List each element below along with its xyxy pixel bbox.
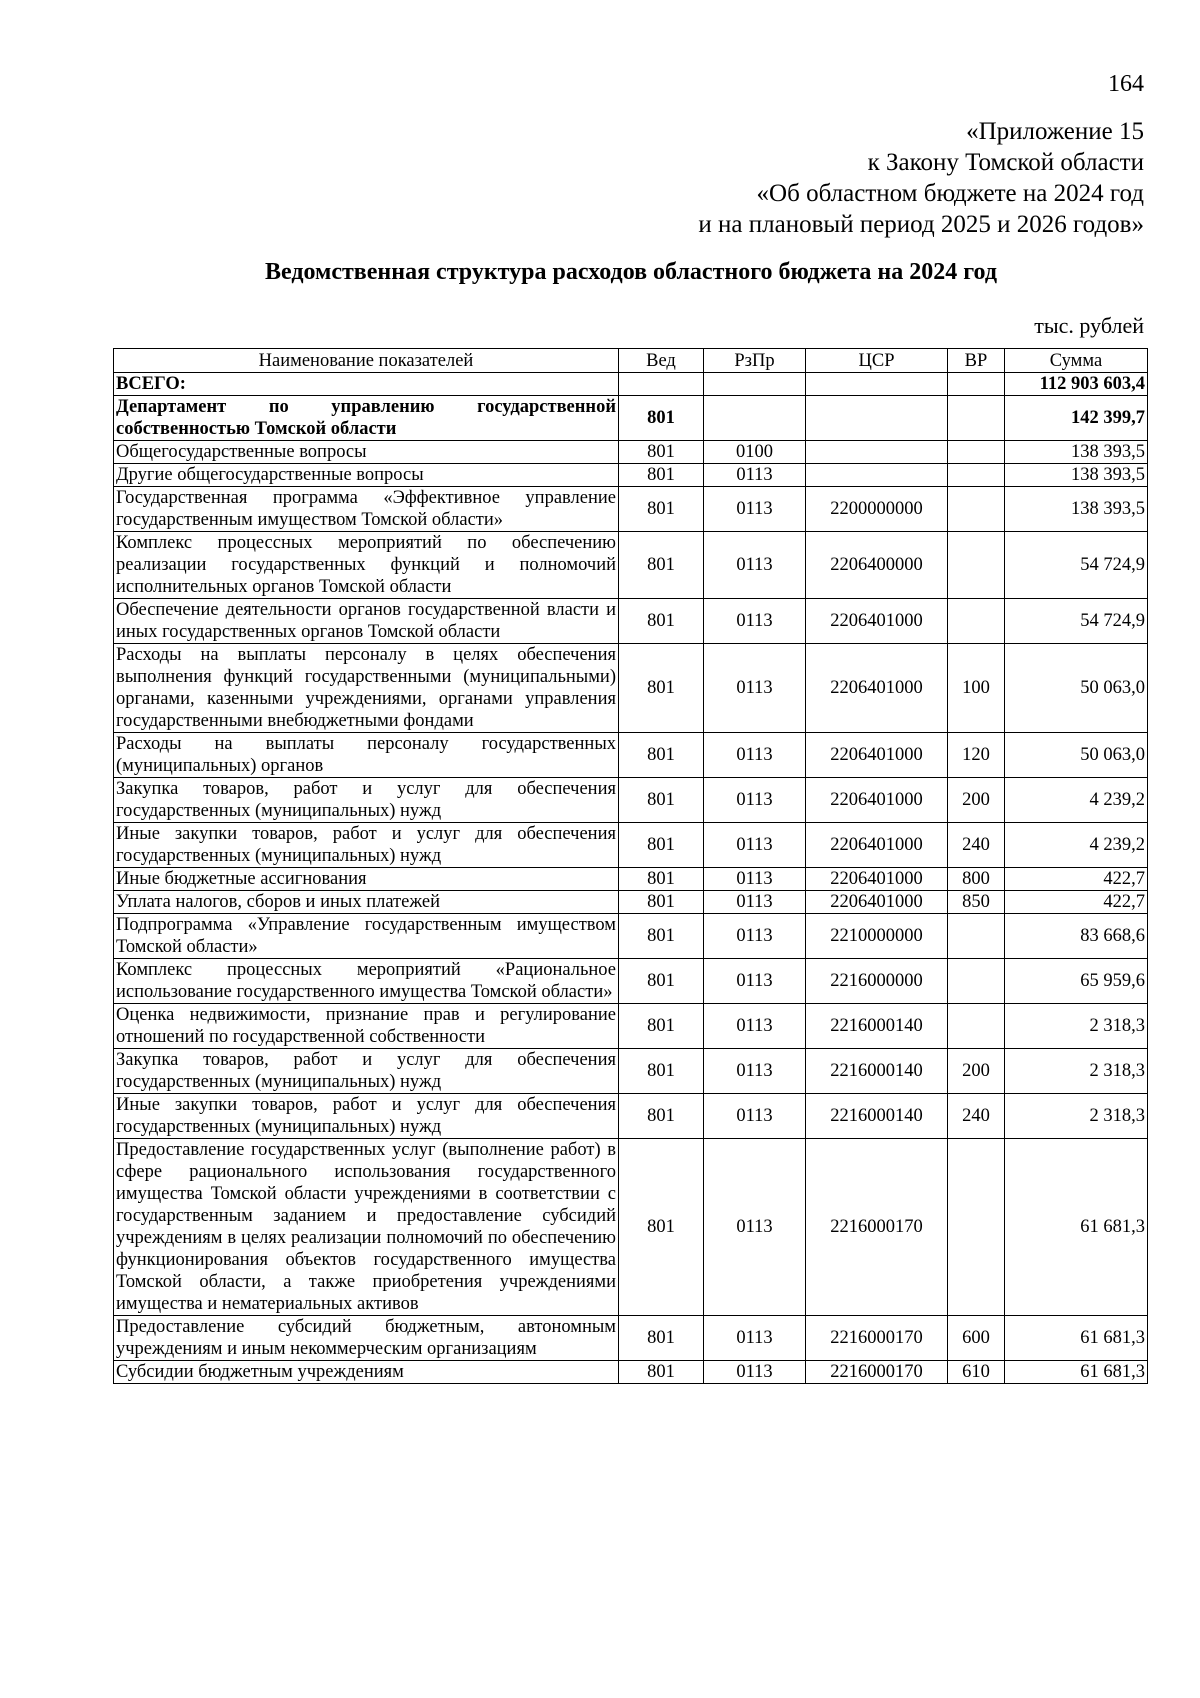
cell-sum: 2 318,3 — [1005, 1094, 1148, 1139]
cell-rzpr: 0113 — [704, 823, 806, 868]
cell-ved: 801 — [619, 396, 704, 441]
cell-name: Комплекс процессных мероприятий по обеспечению реализации государственных функций и полномочий исполнительных органов Томской области — [114, 532, 619, 599]
cell-csr — [806, 373, 948, 396]
cell-vr: 200 — [948, 1049, 1005, 1094]
cell-ved: 801 — [619, 778, 704, 823]
cell-ved: 801 — [619, 1049, 704, 1094]
cell-name: Обеспечение деятельности органов государственной власти и иных государственных органов Томской области — [114, 599, 619, 644]
cell-csr: 2206401000 — [806, 891, 948, 914]
cell-vr: 800 — [948, 868, 1005, 891]
cell-ved: 801 — [619, 487, 704, 532]
cell-name: Другие общегосударственные вопросы — [114, 464, 619, 487]
table-row — [114, 891, 1148, 914]
cell-ved: 801 — [619, 1094, 704, 1139]
header-name: Наименование показателей — [114, 349, 619, 373]
appendix-line: «Об областном бюджете на 2024 год — [756, 180, 1144, 207]
cell-csr: 2216000140 — [806, 1049, 948, 1094]
header-sum: Сумма — [1005, 349, 1148, 373]
cell-vr: 120 — [948, 733, 1005, 778]
cell-sum: 2 318,3 — [1005, 1004, 1148, 1049]
cell-sum: 138 393,5 — [1005, 464, 1148, 487]
cell-ved: 801 — [619, 733, 704, 778]
document-title: Ведомственная структура расходов областного бюджета на 2024 год — [264, 259, 997, 285]
appendix-header — [698, 116, 1144, 240]
cell-sum: 83 668,6 — [1005, 914, 1148, 959]
cell-vr — [948, 464, 1005, 487]
cell-csr: 2206401000 — [806, 868, 948, 891]
header-vr: ВР — [948, 349, 1005, 373]
table-row — [114, 1004, 1148, 1049]
cell-name: Закупка товаров, работ и услуг для обеспечения государственных (муниципальных) нужд — [114, 778, 619, 823]
cell-rzpr: 0113 — [704, 778, 806, 823]
header-rzpr: РзПр — [704, 349, 806, 373]
cell-sum: 61 681,3 — [1005, 1361, 1148, 1384]
cell-sum: 50 063,0 — [1005, 733, 1148, 778]
table-row — [114, 914, 1148, 959]
cell-vr — [948, 599, 1005, 644]
cell-csr: 2216000170 — [806, 1139, 948, 1316]
table-row — [114, 868, 1148, 891]
cell-rzpr: 0113 — [704, 1316, 806, 1361]
cell-csr: 2206401000 — [806, 778, 948, 823]
cell-name: Субсидии бюджетным учреждениям — [114, 1361, 619, 1384]
cell-ved: 801 — [619, 891, 704, 914]
table-row — [114, 733, 1148, 778]
cell-ved: 801 — [619, 441, 704, 464]
cell-name: Предоставление государственных услуг (выполнение работ) в сфере рационального использования государственного имущества Томской области учреждениями в соответствии с государственным заданием и предоставление субсидий учреждениям в целях реализации полномочий по обеспечению функционирования объектов государственного имущества Томской области, а также приобретения учреждениями имущества и нематериальных активов — [114, 1139, 619, 1316]
cell-rzpr: 0113 — [704, 1049, 806, 1094]
cell-csr: 2210000000 — [806, 914, 948, 959]
cell-name: Общегосударственные вопросы — [114, 441, 619, 464]
table-row — [114, 1316, 1148, 1361]
cell-csr: 2216000170 — [806, 1361, 948, 1384]
table-row — [114, 532, 1148, 599]
cell-ved: 801 — [619, 1361, 704, 1384]
cell-csr: 2206401000 — [806, 823, 948, 868]
cell-name: Уплата налогов, сборов и иных платежей — [114, 891, 619, 914]
cell-vr: 200 — [948, 778, 1005, 823]
cell-vr: 610 — [948, 1361, 1005, 1384]
cell-rzpr: 0113 — [704, 914, 806, 959]
cell-sum: 112 903 603,4 — [1005, 373, 1148, 396]
cell-rzpr: 0113 — [704, 891, 806, 914]
cell-vr — [948, 532, 1005, 599]
appendix-line: к Закону Томской области — [867, 149, 1144, 176]
cell-rzpr: 0113 — [704, 1361, 806, 1384]
cell-csr — [806, 464, 948, 487]
cell-ved: 801 — [619, 959, 704, 1004]
cell-ved: 801 — [619, 868, 704, 891]
table-row — [114, 441, 1148, 464]
cell-ved: 801 — [619, 644, 704, 733]
cell-rzpr: 0113 — [704, 868, 806, 891]
table-row — [114, 464, 1148, 487]
cell-ved: 801 — [619, 464, 704, 487]
table-row — [114, 959, 1148, 1004]
cell-sum: 142 399,7 — [1005, 396, 1148, 441]
table-row — [114, 599, 1148, 644]
cell-name: Расходы на выплаты персоналу в целях обеспечения выполнения функций государственными (муниципальными) органами, казенными учреждениями, органами управления государственными внебюджетными фондами — [114, 644, 619, 733]
cell-sum: 65 959,6 — [1005, 959, 1148, 1004]
cell-name: Государственная программа «Эффективное управление государственным имуществом Томской области» — [114, 487, 619, 532]
cell-ved: 801 — [619, 823, 704, 868]
table-row-total — [114, 373, 1148, 396]
cell-vr — [948, 1004, 1005, 1049]
header-ved: Вед — [619, 349, 704, 373]
cell-ved: 801 — [619, 1004, 704, 1049]
cell-sum: 61 681,3 — [1005, 1316, 1148, 1361]
cell-vr — [948, 441, 1005, 464]
cell-name: Подпрограмма «Управление государственным имуществом Томской области» — [114, 914, 619, 959]
cell-ved: 801 — [619, 1139, 704, 1316]
appendix-line: и на плановый период 2025 и 2026 годов» — [698, 211, 1144, 238]
cell-name: Иные бюджетные ассигнования — [114, 868, 619, 891]
table-row — [114, 1049, 1148, 1094]
cell-rzpr: 0100 — [704, 441, 806, 464]
cell-csr: 2216000140 — [806, 1004, 948, 1049]
cell-sum: 4 239,2 — [1005, 778, 1148, 823]
units-label: тыс. рублей — [1034, 313, 1144, 338]
header-csr: ЦСР — [806, 349, 948, 373]
cell-rzpr: 0113 — [704, 464, 806, 487]
cell-name: Департамент по управлению государственной собственностью Томской области — [114, 396, 619, 441]
cell-rzpr — [704, 373, 806, 396]
cell-csr: 2206401000 — [806, 599, 948, 644]
cell-name: Иные закупки товаров, работ и услуг для обеспечения государственных (муниципальных) нужд — [114, 823, 619, 868]
cell-csr: 2206401000 — [806, 733, 948, 778]
table-row — [114, 644, 1148, 733]
cell-sum: 422,7 — [1005, 891, 1148, 914]
appendix-line: «Приложение 15 — [966, 118, 1144, 145]
cell-name: Оценка недвижимости, признание прав и регулирование отношений по государственной собственности — [114, 1004, 619, 1049]
cell-sum: 4 239,2 — [1005, 823, 1148, 868]
cell-sum: 138 393,5 — [1005, 441, 1148, 464]
cell-vr: 850 — [948, 891, 1005, 914]
page-number: 164 — [1108, 71, 1144, 97]
cell-sum: 422,7 — [1005, 868, 1148, 891]
cell-vr: 240 — [948, 823, 1005, 868]
cell-csr: 2206400000 — [806, 532, 948, 599]
cell-rzpr: 0113 — [704, 487, 806, 532]
cell-name: Закупка товаров, работ и услуг для обеспечения государственных (муниципальных) нужд — [114, 1049, 619, 1094]
cell-csr — [806, 396, 948, 441]
table-row — [114, 1139, 1148, 1316]
cell-csr: 2206401000 — [806, 644, 948, 733]
cell-name: Расходы на выплаты персоналу государственных (муниципальных) органов — [114, 733, 619, 778]
table-header-row — [114, 349, 1148, 373]
table-row — [114, 1094, 1148, 1139]
cell-sum: 138 393,5 — [1005, 487, 1148, 532]
cell-ved: 801 — [619, 1316, 704, 1361]
cell-rzpr: 0113 — [704, 599, 806, 644]
cell-name: Иные закупки товаров, работ и услуг для обеспечения государственных (муниципальных) нужд — [114, 1094, 619, 1139]
cell-sum: 54 724,9 — [1005, 532, 1148, 599]
cell-vr — [948, 1139, 1005, 1316]
table-row — [114, 487, 1148, 532]
cell-csr — [806, 441, 948, 464]
cell-sum: 50 063,0 — [1005, 644, 1148, 733]
cell-vr — [948, 396, 1005, 441]
cell-vr — [948, 487, 1005, 532]
cell-ved — [619, 373, 704, 396]
cell-rzpr: 0113 — [704, 733, 806, 778]
cell-ved: 801 — [619, 914, 704, 959]
cell-rzpr: 0113 — [704, 959, 806, 1004]
cell-rzpr: 0113 — [704, 1094, 806, 1139]
cell-ved: 801 — [619, 599, 704, 644]
cell-name: Предоставление субсидий бюджетным, автономным учреждениям и иным некоммерческим организациям — [114, 1316, 619, 1361]
cell-rzpr: 0113 — [704, 1004, 806, 1049]
cell-vr: 600 — [948, 1316, 1005, 1361]
table-row — [114, 778, 1148, 823]
cell-rzpr: 0113 — [704, 644, 806, 733]
cell-vr — [948, 959, 1005, 1004]
cell-vr: 240 — [948, 1094, 1005, 1139]
table-row-department — [114, 396, 1148, 441]
cell-ved: 801 — [619, 532, 704, 599]
cell-sum: 61 681,3 — [1005, 1139, 1148, 1316]
cell-csr: 2216000170 — [806, 1316, 948, 1361]
cell-vr: 100 — [948, 644, 1005, 733]
table-row — [114, 1361, 1148, 1384]
cell-sum: 54 724,9 — [1005, 599, 1148, 644]
cell-vr — [948, 373, 1005, 396]
cell-rzpr: 0113 — [704, 532, 806, 599]
cell-name: Комплекс процессных мероприятий «Рациональное использование государственного имущества Томской области» — [114, 959, 619, 1004]
cell-rzpr: 0113 — [704, 1139, 806, 1316]
cell-csr: 2216000140 — [806, 1094, 948, 1139]
table-row — [114, 823, 1148, 868]
cell-sum: 2 318,3 — [1005, 1049, 1148, 1094]
cell-rzpr — [704, 396, 806, 441]
cell-name: ВСЕГО: — [114, 373, 619, 396]
cell-csr: 2216000000 — [806, 959, 948, 1004]
budget-table — [113, 348, 1148, 1384]
cell-csr: 2200000000 — [806, 487, 948, 532]
cell-vr — [948, 914, 1005, 959]
